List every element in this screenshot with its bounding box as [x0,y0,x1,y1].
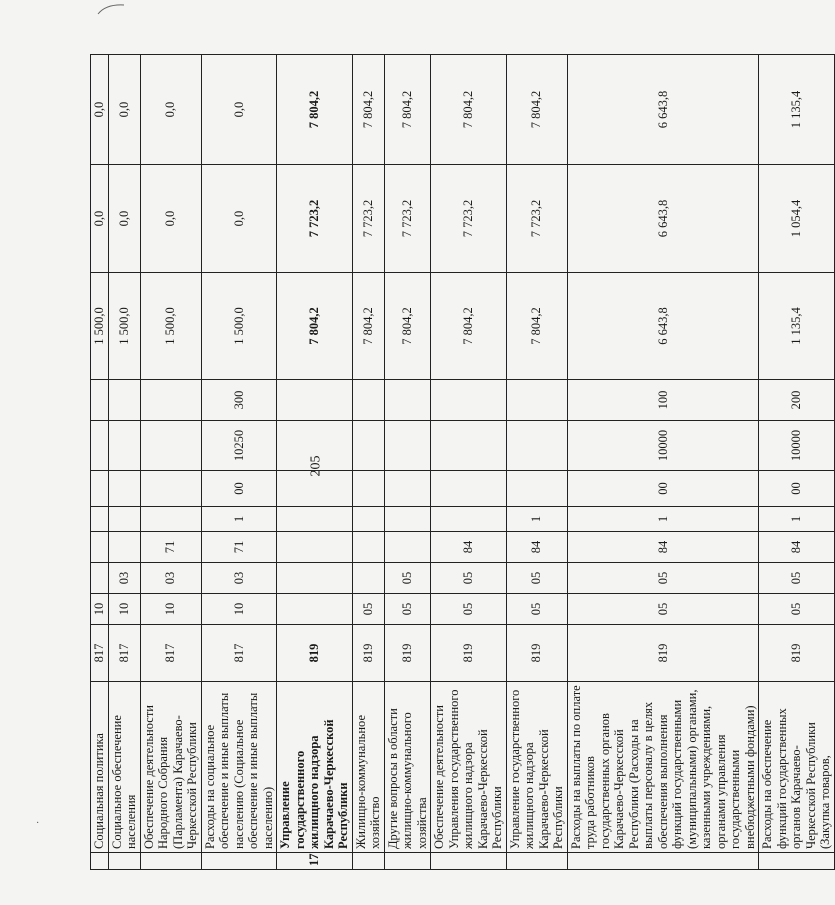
cell-federal: 7 723,2 [352,165,384,273]
cell-section: 10 [108,594,140,625]
cell-regional: 0,0 [140,55,201,165]
cell-regional: 0,0 [108,55,140,165]
cell-main-event: 00 [759,471,835,507]
cell-total: 1 500,0 [140,273,201,380]
cell-total: 7 804,2 [506,273,567,380]
cell-name: Расходы на социальное обеспечение и иные выплаты населению (Социальное обеспечение и иные выплаты населению) [201,682,277,853]
budget-table [90,54,835,870]
table-row [91,55,109,870]
cell-no [759,853,835,870]
cell-direction [108,421,140,471]
cell-ministry: 817 [201,625,277,682]
table-row [277,55,353,870]
cell-main-event [91,471,109,507]
cell-program: 71 [201,532,277,563]
cell-no [431,853,507,870]
cell-subsection: 03 [140,563,201,594]
cell-subprogram: 1 [506,507,567,532]
cell-regional: 7 804,2 [277,55,353,165]
cell-expense-type [91,380,109,421]
table-row [759,55,835,870]
cell-direction [384,421,431,471]
cell-regional: 7 804,2 [352,55,384,165]
cell-main-event [352,471,384,507]
cell-direction [352,421,384,471]
cell-subsection: 05 [431,563,507,594]
cell-subsection: 03 [201,563,277,594]
table-row [108,55,140,870]
cell-ministry: 817 [91,625,109,682]
cell-subprogram [91,507,109,532]
cell-direction [91,421,109,471]
cell-regional: 7 804,2 [506,55,567,165]
table-row [567,55,759,870]
cell-name: Расходы на выплаты по оплате труда работников государственных органов Карачаево-Черкесской Республики (Расходы на выплаты персоналу в целях обеспечения выполнения функций государственными (муниципальными) органами, казенными учреждениями, органами управления государственными внебюджетными фондами) [567,682,759,853]
cell-section: 10 [201,594,277,625]
cell-ministry: 819 [567,625,759,682]
cell-main-event: 00 [201,471,277,507]
cell-subprogram [352,507,384,532]
cell-name: Жилищно-коммунальное хозяйство [352,682,384,853]
cell-subsection: 03 [108,563,140,594]
cell-program: 84 [567,532,759,563]
cell-main-event [108,471,140,507]
cell-program [352,532,384,563]
cell-subsection: 05 [759,563,835,594]
cell-main-event [140,471,201,507]
scan-artifact-mark: · [36,818,40,829]
cell-main-event [431,471,507,507]
cell-regional: 0,0 [91,55,109,165]
cell-main-event [506,471,567,507]
cell-section: 10 [91,594,109,625]
cell-federal: 0,0 [140,165,201,273]
cell-program: 84 [431,532,507,563]
cell-name: Обеспечение деятельности Управления государственного жилищного надзора Карачаево-Черкесской Республики [431,682,507,853]
cell-program [108,532,140,563]
cell-program: 84 [759,532,835,563]
table-row [201,55,277,870]
cell-no [91,853,109,870]
cell-federal: 7 723,2 [431,165,507,273]
cell-subprogram [277,507,353,532]
cell-expense-type: 300 [201,380,277,421]
cell-ministry: 819 [431,625,507,682]
cell-ministry: 819 [352,625,384,682]
cell-direction [277,421,353,471]
cell-no [567,853,759,870]
cell-regional: 0,0 [201,55,277,165]
cell-section: 10 [140,594,201,625]
cell-total: 7 804,2 [431,273,507,380]
cell-ministry: 819 [506,625,567,682]
cell-section: 05 [431,594,507,625]
cell-subprogram: 1 [567,507,759,532]
cell-federal: 7 723,2 [506,165,567,273]
cell-main-event [384,471,431,507]
table-row [352,55,384,870]
cell-name: Социальная политика [91,682,109,853]
cell-regional: 7 804,2 [431,55,507,165]
cell-federal: 0,0 [201,165,277,273]
cell-program: 71 [140,532,201,563]
cell-total: 6 643,8 [567,273,759,380]
cell-program: 84 [506,532,567,563]
cell-subsection [277,563,353,594]
table-row [506,55,567,870]
cell-total: 1 135,4 [759,273,835,380]
cell-direction [431,421,507,471]
cell-direction: 10000 [759,421,835,471]
cell-subsection [91,563,109,594]
cell-total: 1 500,0 [108,273,140,380]
cell-direction: 10250 [201,421,277,471]
cell-subsection: 05 [506,563,567,594]
cell-total: 1 500,0 [201,273,277,380]
cell-main-event: 00 [567,471,759,507]
cell-expense-type [277,380,353,421]
cell-expense-type [431,380,507,421]
cell-subsection [352,563,384,594]
cell-section: 05 [506,594,567,625]
cell-direction [140,421,201,471]
cell-federal: 7 723,2 [384,165,431,273]
cell-name: Расходы на обеспечение функций государственных органов Карачаево-Черкесской Республики (Закупка товаров, [759,682,835,853]
cell-no [384,853,431,870]
cell-program [384,532,431,563]
cell-ministry: 819 [277,625,353,682]
cell-federal: 7 723,2 [277,165,353,273]
cell-direction: 10000 [567,421,759,471]
cell-federal: 0,0 [91,165,109,273]
table-row [140,55,201,870]
cell-no [201,853,277,870]
cell-ministry: 817 [140,625,201,682]
table-row [431,55,507,870]
cell-subprogram: 1 [759,507,835,532]
cell-no: 17 [277,853,353,870]
cell-direction [506,421,567,471]
budget-table-rotated [90,55,832,870]
cell-section: 05 [567,594,759,625]
cell-total: 1 500,0 [91,273,109,380]
cell-section: 05 [352,594,384,625]
cell-regional: 1 135,4 [759,55,835,165]
cell-expense-type [506,380,567,421]
cell-section [277,594,353,625]
cell-total: 7 804,2 [384,273,431,380]
cell-main-event [277,471,353,507]
cell-ministry: 819 [384,625,431,682]
cell-subprogram [108,507,140,532]
cell-subsection: 05 [567,563,759,594]
cell-expense-type [108,380,140,421]
cell-section: 05 [384,594,431,625]
cell-subprogram [140,507,201,532]
cell-no [108,853,140,870]
budget-table-body [91,55,835,870]
cell-federal: 0,0 [108,165,140,273]
cell-regional: 6 643,8 [567,55,759,165]
cell-expense-type [140,380,201,421]
cell-ministry: 819 [759,625,835,682]
cell-no [140,853,201,870]
cell-expense-type: 200 [759,380,835,421]
cell-name: Другие вопросы в области жилищно-коммунального хозяйства [384,682,431,853]
table-row [384,55,431,870]
cell-regional: 7 804,2 [384,55,431,165]
cell-ministry: 817 [108,625,140,682]
cell-name: Обеспечение деятельности Народного Собрания (Парламента) Карачаево-Черкесской Республики [140,682,201,853]
cell-subprogram: 1 [201,507,277,532]
cell-total: 7 804,2 [352,273,384,380]
cell-expense-type: 100 [567,380,759,421]
cell-subprogram [431,507,507,532]
cell-subsection: 05 [384,563,431,594]
cell-total: 7 804,2 [277,273,353,380]
scan-artifact-curve [96,2,126,16]
cell-program [277,532,353,563]
page-number: 205 [308,455,324,477]
cell-name: Социальное обеспечение населения [108,682,140,853]
cell-no [352,853,384,870]
cell-expense-type [384,380,431,421]
cell-federal: 1 054,4 [759,165,835,273]
cell-program [91,532,109,563]
cell-expense-type [352,380,384,421]
cell-section: 05 [759,594,835,625]
cell-federal: 6 643,8 [567,165,759,273]
cell-subprogram [384,507,431,532]
cell-name: Управление государственного жилищного надзора Карачаево-Черкесской Республики [277,682,353,853]
cell-name: Управление государственного жилищного надзора Карачаево-Черкесской Республики [506,682,567,853]
cell-no [506,853,567,870]
